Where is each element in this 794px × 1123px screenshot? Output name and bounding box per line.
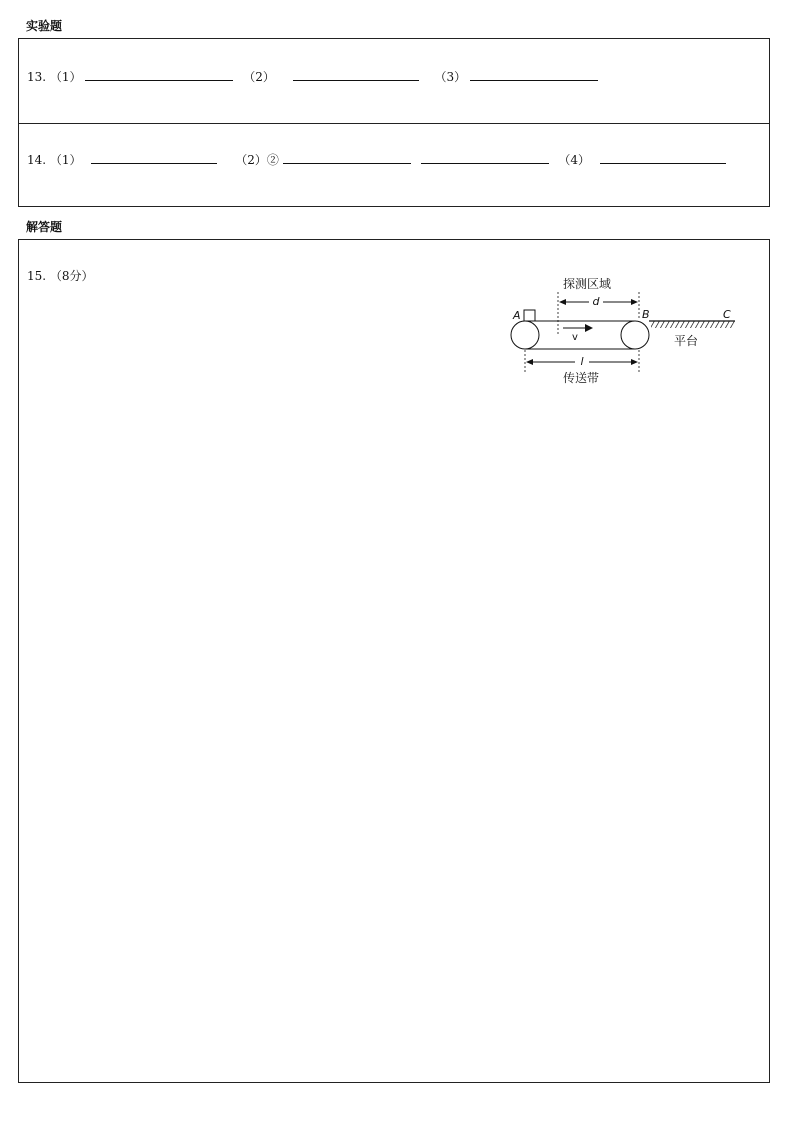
part-label: （2） [243,70,275,84]
question-15 [27,267,94,284]
answer-blank-13-3[interactable] [470,66,598,81]
question-13 [27,66,598,85]
answer-blank-14-2b[interactable] [421,149,549,164]
experiment-answer-box [18,38,770,207]
platform-hatch [651,321,735,328]
velocity-arrowhead [585,324,593,332]
answer-blank-14-4[interactable] [600,149,726,164]
diagram-l-label: l [580,355,584,368]
question-14 [27,149,726,168]
l-arrowhead-left [526,359,533,365]
diagram-point-a: A [513,309,521,322]
part-label: （4） [558,153,590,167]
conveyor-diagram [485,276,735,396]
section-title-answer: 解答题 [26,220,63,234]
pulley-right [621,321,649,349]
row-divider [19,123,769,124]
question-score: （8分） [49,269,94,283]
answer-blank-14-1[interactable] [91,149,217,164]
answer-blank-13-2[interactable] [293,66,419,81]
part-label: （1） [49,153,82,167]
part-label: （1） [49,70,82,84]
l-arrowhead-right [631,359,638,365]
answer-blank-13-1[interactable] [85,66,233,81]
diagram-point-b: B [642,308,650,321]
question-number: 15. [27,269,47,283]
block [524,310,535,321]
answer-box-15[interactable] [18,239,770,1083]
d-arrowhead-left [559,299,566,305]
diagram-belt-label: 传送带 [562,371,600,385]
section-title-experiment: 实验题 [26,19,63,33]
diagram-point-c: C [723,308,731,321]
pulley-left [511,321,539,349]
diagram-d-label: d [592,295,600,308]
part-label: （3） [434,70,467,84]
diagram-region-label: 探测区域 [562,277,612,291]
diagram-v-label: v [572,332,578,343]
question-number: 13. [27,70,47,84]
d-arrowhead-right [631,299,638,305]
part-label: （2）② [235,153,279,167]
diagram-platform-label: 平台 [674,334,699,348]
question-number: 14. [27,153,47,167]
answer-blank-14-2a[interactable] [283,149,411,164]
